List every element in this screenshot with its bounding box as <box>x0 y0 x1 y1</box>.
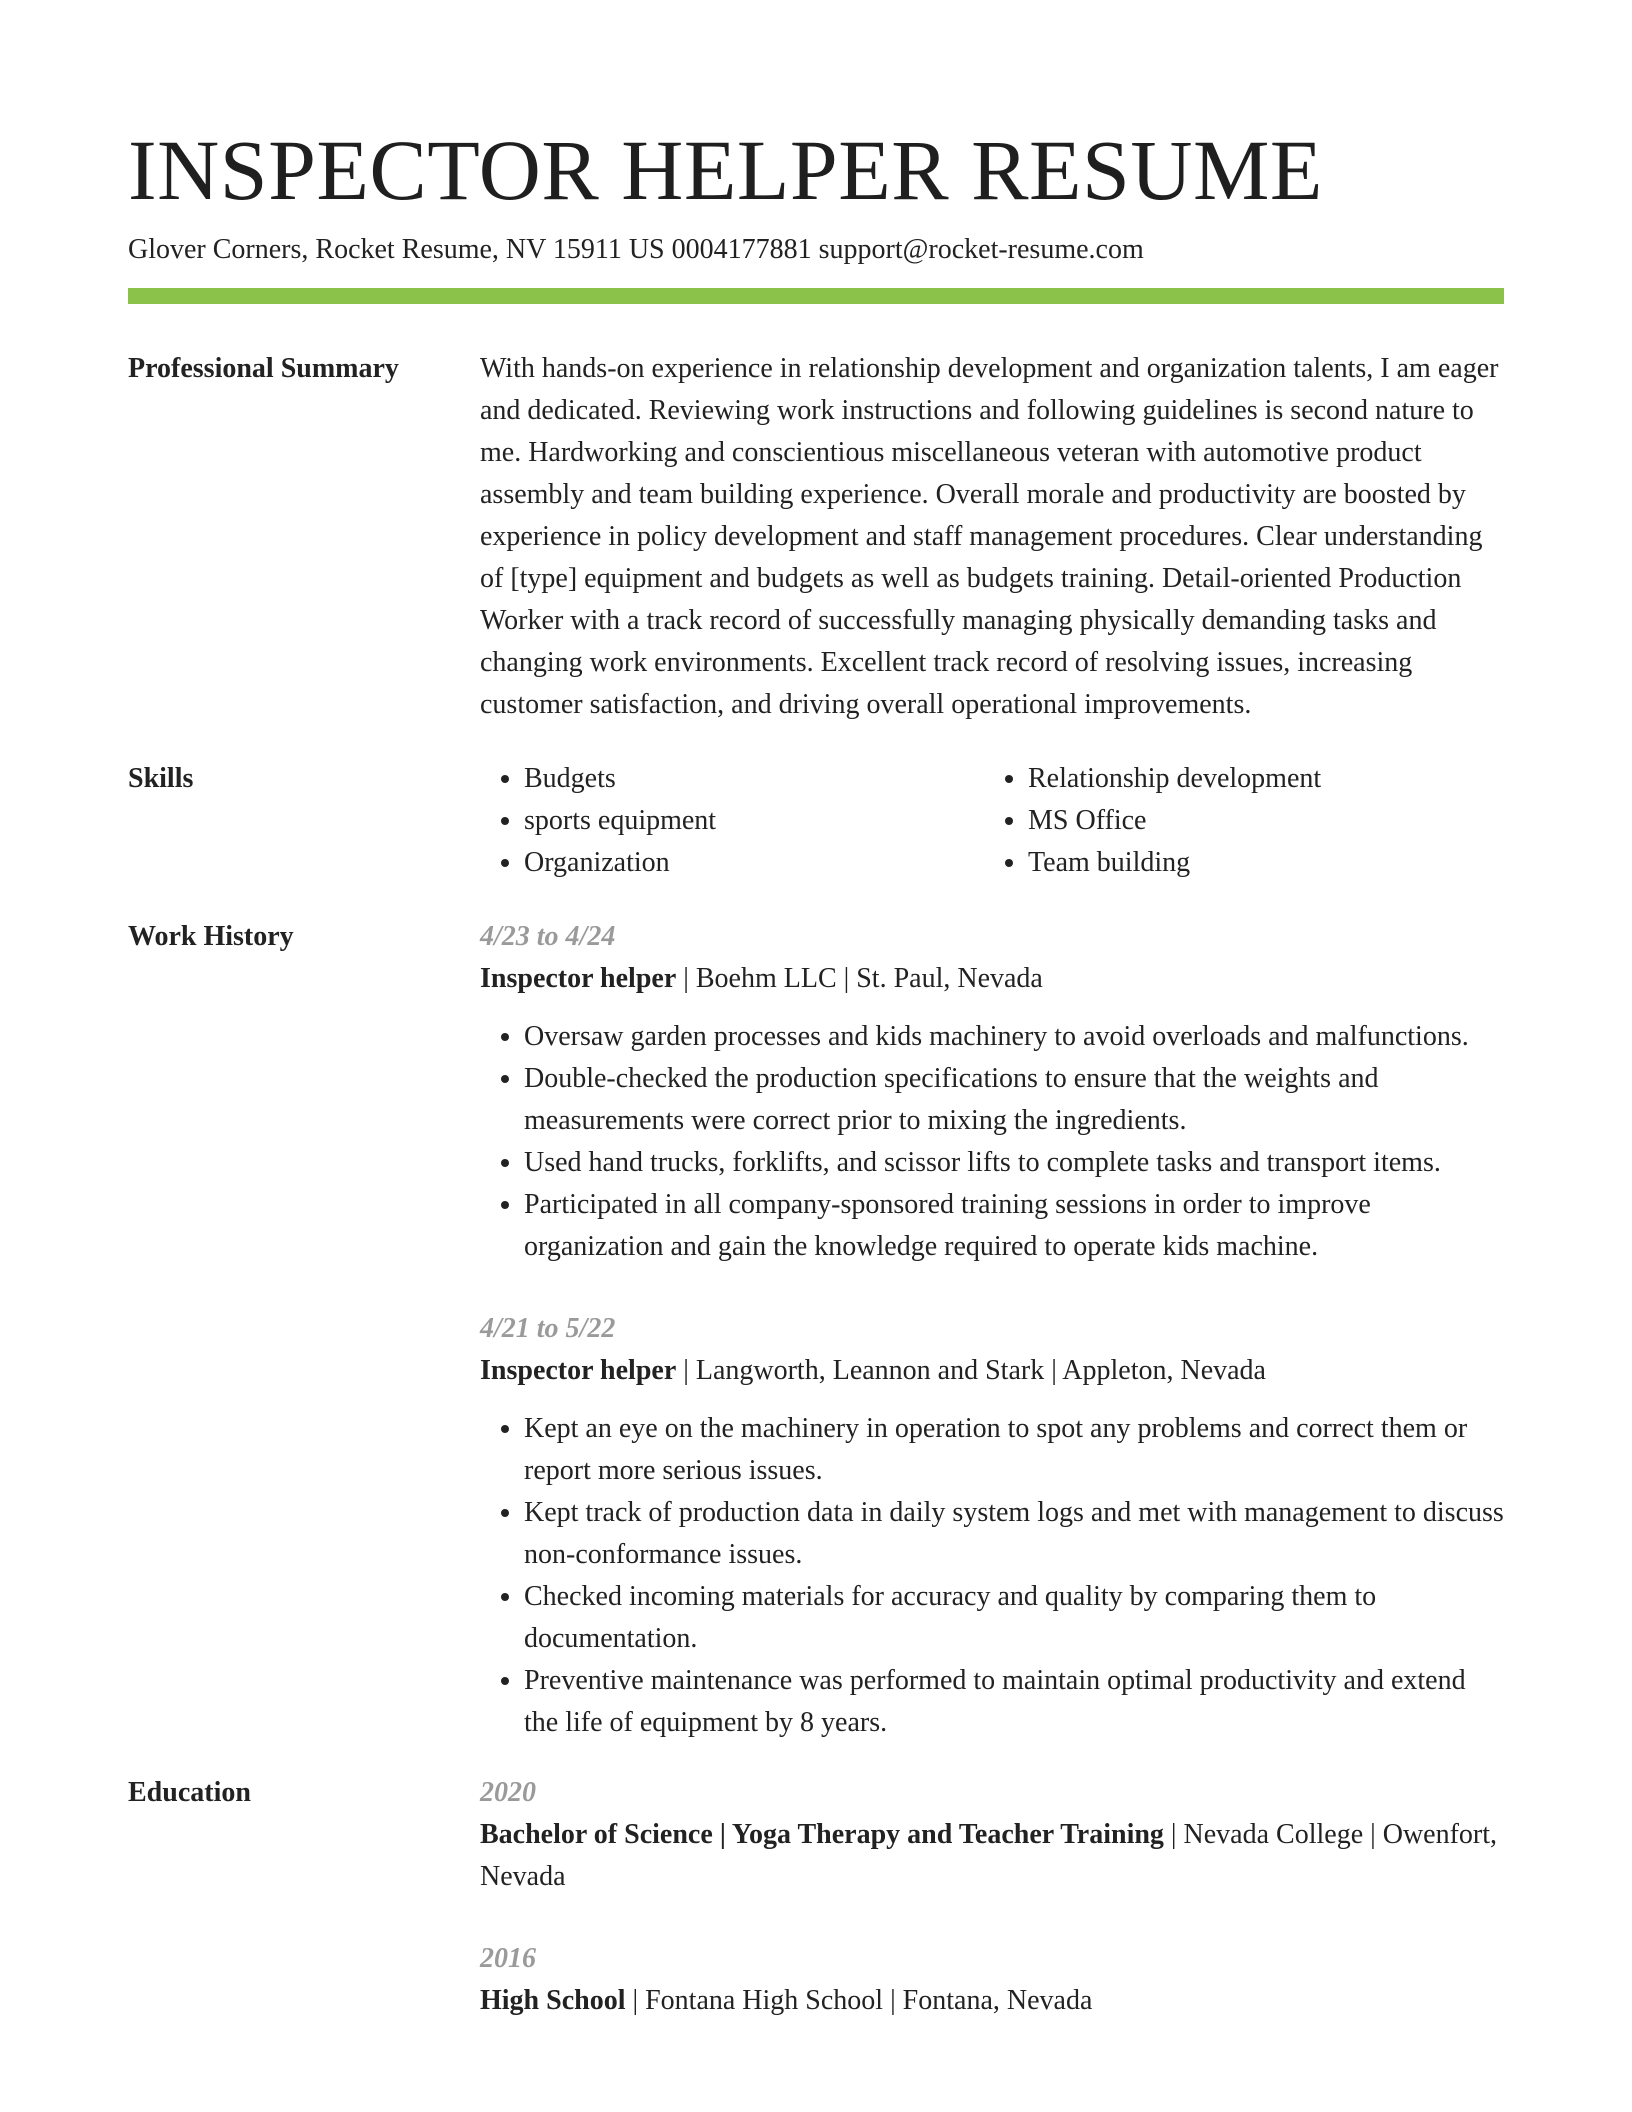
education-entry <box>480 1772 1504 1898</box>
skill-item: • Team building <box>1028 842 1488 884</box>
job-entry <box>480 1308 1504 1744</box>
job-bullet: • Oversaw garden processes and kids machinery to avoid overloads and malfunctions. <box>524 1016 1504 1058</box>
education-details: | Fontana High School | Fontana, Nevada <box>625 1985 1093 2016</box>
skills-body <box>480 758 1504 884</box>
job-bullet: • Used hand trucks, forklifts, and scissor lifts to complete tasks and transport items. <box>524 1142 1504 1184</box>
skills-list-left <box>480 758 984 884</box>
education-year: 2016 <box>480 1943 536 1974</box>
job-title-line <box>480 1350 1504 1392</box>
skills-grid <box>480 758 1504 884</box>
skill-item: • sports equipment <box>524 800 984 842</box>
work-history-body <box>480 916 1504 1772</box>
skill-item: • Organization <box>524 842 984 884</box>
education-body <box>480 1772 1504 2022</box>
education-line <box>480 1814 1504 1898</box>
section-professional-summary <box>128 348 1504 726</box>
education-year: 2020 <box>480 1777 536 1808</box>
contact-line: Glover Corners, Rocket Resume, NV 15911 US 0004177881 support@rocket-resume.com <box>128 234 1144 265</box>
education-details: | Nevada College | Owenfort, Nevada <box>480 1819 1498 1892</box>
job-bullets <box>480 1408 1504 1744</box>
section-skills <box>128 758 1504 884</box>
section-title-work-history: Work History <box>128 921 294 952</box>
job-bullets <box>480 1016 1504 1268</box>
job-bullet: • Checked incoming materials for accuracy and quality by comparing them to documentation. <box>524 1576 1504 1660</box>
skill-item: • Relationship development <box>1028 758 1488 800</box>
education-entry <box>480 1938 1504 2022</box>
skill-item: • Budgets <box>524 758 984 800</box>
section-title-education: Education <box>128 1777 251 1808</box>
skills-list-right <box>984 758 1488 884</box>
job-dates: 4/23 to 4/24 <box>480 921 616 952</box>
skill-item: • MS Office <box>1028 800 1488 842</box>
job-title-line <box>480 958 1504 1000</box>
job-bullet: • Preventive maintenance was performed to maintain optimal productivity and extend the life of equipment by 8 years. <box>524 1660 1504 1744</box>
job-details: | Boehm LLC | St. Paul, Nevada <box>676 963 1043 994</box>
job-dates: 4/21 to 5/22 <box>480 1313 616 1344</box>
education-degree: Bachelor of Science | Yoga Therapy and Teacher Training <box>480 1819 1164 1850</box>
section-work-history <box>128 916 1504 1772</box>
job-bullet: • Double-checked the production specifications to ensure that the weights and measurements were correct prior to mixing the ingredients. <box>524 1058 1504 1142</box>
section-education <box>128 1772 1504 2022</box>
resume-title: INSPECTOR HELPER RESUME <box>128 122 1323 218</box>
summary-body <box>480 348 1504 726</box>
job-role: Inspector helper <box>480 963 677 994</box>
summary-text: With hands-on experience in relationship development and organization talents, I am eager and dedicated. Reviewing work instructions and following guidelines is second nature to me. Hardworking and conscientious miscellaneous veteran with automotive product assembly and team building experience. Overall morale and productivity are boosted by experience in policy development and staff management procedures. Clear understanding of [type] equipment and budgets as well as budgets training. Detail-oriented Production Worker with a track record of successfully managing physically demanding tasks and changing work environments. Excellent track record of resolving issues, increasing customer satisfaction, and driving overall operational improvements. <box>480 353 1499 720</box>
section-title-skills: Skills <box>128 763 194 794</box>
job-bullet: • Participated in all company-sponsored training sessions in order to improve organization and gain the knowledge required to operate kids machine. <box>524 1184 1504 1268</box>
job-role: Inspector helper <box>480 1355 677 1386</box>
section-title-summary: Professional Summary <box>128 353 399 384</box>
education-line <box>480 1980 1504 2022</box>
education-degree: High School <box>480 1985 626 2016</box>
job-bullet: • Kept track of production data in daily system logs and met with management to discuss non-conformance issues. <box>524 1492 1504 1576</box>
job-entry <box>480 916 1504 1268</box>
job-bullet: • Kept an eye on the machinery in operation to spot any problems and correct them or report more serious issues. <box>524 1408 1504 1492</box>
job-details: | Langworth, Leannon and Stark | Appleton, Nevada <box>676 1355 1266 1386</box>
accent-divider <box>128 288 1504 304</box>
